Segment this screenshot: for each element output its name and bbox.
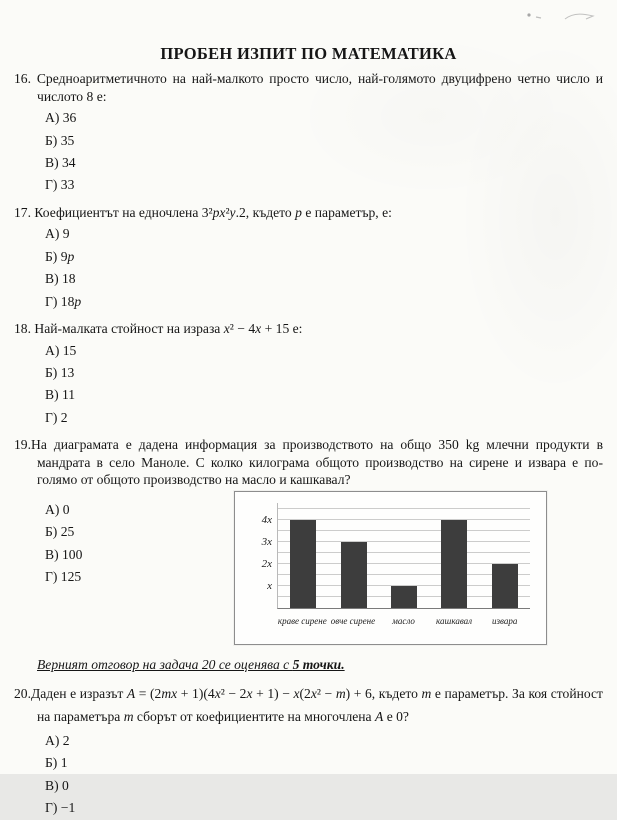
scoring-note: Верният отговор на задача 20 се оценява с 5 точки. <box>37 657 345 673</box>
question-20-options <box>45 730 603 820</box>
bar-3 <box>391 586 417 608</box>
question-20-text <box>14 682 603 728</box>
question-body: Средноаритметичното на най-малкото просто число, най-голямото двуцифрено четно число и числото 8 е: <box>36 71 603 104</box>
option-b: Б) 1 <box>45 755 68 771</box>
option-v: В) 11 <box>45 387 76 403</box>
option-g: Г) 18p <box>45 293 82 309</box>
y-tick-label: 2x <box>261 557 272 570</box>
question-18-options <box>45 340 603 430</box>
question-body: Най-малката стойност на израза x² − 4x + 15 е: <box>34 321 303 337</box>
question-body: На диаграмата е дадена информация за производството на общо 350 kg млечни продукти в мандрата в село Маноле. С колко килограма общото производство на сирене и извара е по-голямо от общото производство на масло и кашкавал? <box>31 437 603 488</box>
option-v: В) 0 <box>45 777 69 793</box>
x-category-label: масло <box>392 616 415 627</box>
option-g: Г) 125 <box>45 569 82 585</box>
bar-1 <box>290 520 316 608</box>
y-tick-label: 3x <box>261 535 272 548</box>
scan-smudge <box>523 6 601 28</box>
question-number: 17. <box>14 204 35 220</box>
chart-xlabels <box>277 616 530 626</box>
x-category-label: извара <box>491 616 518 627</box>
option-g: Г) 33 <box>45 177 75 193</box>
option-b: Б) 25 <box>45 524 75 540</box>
question-17 <box>14 204 603 313</box>
x-category-label: кашкавал <box>436 616 473 627</box>
option-b: Б) 35 <box>45 132 75 148</box>
question-17-text <box>14 204 603 222</box>
option-b: Б) 13 <box>45 365 75 381</box>
option-v: В) 34 <box>45 155 76 170</box>
question-18-text <box>14 320 603 338</box>
question-number: 19. <box>14 437 31 453</box>
question-16 <box>14 70 603 197</box>
y-tick-label: x <box>267 579 272 592</box>
option-v: В) 100 <box>45 546 83 562</box>
chart-plot <box>261 503 530 609</box>
question-19-text <box>14 436 603 489</box>
bar-2 <box>341 542 367 608</box>
option-v: В) 18 <box>45 271 76 287</box>
question-number: 18. <box>14 321 35 337</box>
question-20 <box>14 682 603 820</box>
bar-5 <box>492 564 518 608</box>
x-category-label: овче сирене <box>330 616 376 627</box>
option-b: Б) 9p <box>45 248 75 264</box>
dairy-production-bar-chart <box>234 491 547 645</box>
bar-4 <box>441 520 467 608</box>
question-19 <box>14 436 603 645</box>
x-category-label: краве сирене <box>277 616 327 627</box>
question-number: 16. <box>14 71 37 86</box>
option-a: А) 15 <box>45 342 77 358</box>
question-17-options <box>45 223 603 313</box>
option-a: А) 2 <box>45 733 70 749</box>
option-a: А) 9 <box>45 226 70 242</box>
option-a: А) 0 <box>45 502 70 518</box>
question-19-content <box>14 491 603 645</box>
question-body: Коефициентът на едночлена 3²px²y.2, където p е параметър, е: <box>34 204 392 220</box>
question-16-options <box>45 107 603 197</box>
option-g: Г) −1 <box>45 800 76 816</box>
question-16-text <box>14 70 603 105</box>
y-tick-label: 4x <box>261 513 272 526</box>
question-19-options <box>45 499 234 589</box>
question-body: Даден е изразът A = (2mx + 1)(4x² − 2x + 1) − x(2x² − m) + 6, където m е параметър. За коя стойност на параметъра m сборът от коефициентите на многочлена A е 0? <box>31 686 603 725</box>
question-number: 20. <box>14 686 31 702</box>
question-18 <box>14 320 603 429</box>
option-a: А) 36 <box>45 110 77 126</box>
gridline <box>278 508 530 509</box>
page-title: ПРОБЕН ИЗПИТ ПО МАТЕМАТИКА <box>160 44 457 63</box>
option-g: Г) 2 <box>45 409 68 425</box>
